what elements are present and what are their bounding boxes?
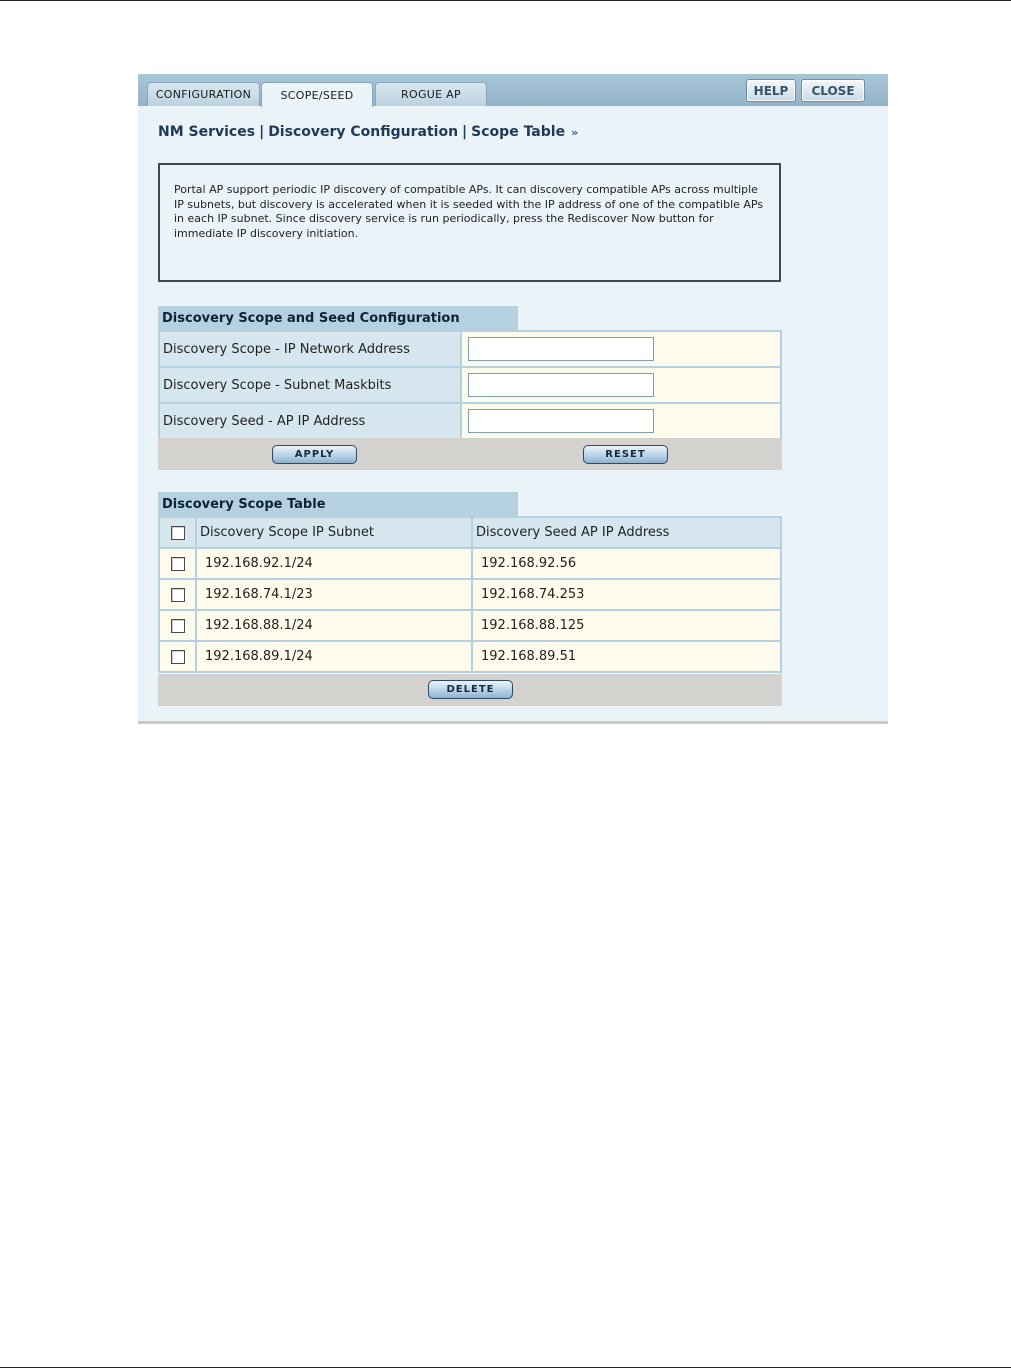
column-header-subnet: Discovery Scope IP Subnet	[197, 518, 473, 547]
row-checkbox[interactable]	[171, 650, 185, 664]
seed-cell: 192.168.89.51	[481, 649, 577, 664]
tab-scope-seed[interactable]: SCOPE/SEED	[261, 82, 373, 107]
tab-bar	[138, 74, 888, 106]
seed-ap-ip-label: Discovery Seed - AP IP Address	[160, 404, 462, 438]
seed-cell: 192.168.74.253	[481, 587, 585, 602]
row-checkbox[interactable]	[171, 619, 185, 633]
tab-configuration[interactable]: CONFIGURATION	[147, 82, 260, 106]
seed-ap-ip-cell	[462, 404, 780, 438]
discovery-scope-table	[158, 516, 782, 673]
apply-button[interactable]: APPLY	[272, 445, 357, 464]
page-bottom-rule	[0, 1367, 1011, 1368]
breadcrumb-nm-services: NM Services	[158, 124, 256, 140]
select-all-cell	[160, 518, 197, 547]
select-all-checkbox[interactable]	[171, 526, 185, 540]
scope-seed-config-title: Discovery Scope and Seed Configuration	[158, 306, 518, 330]
info-description-text: Portal AP support periodic IP discovery of compatible APs. It can discovery compatible APs across multiple IP subnets, but discovery is accelerated when it is seeded with the IP address of one of the compatible APs in each IP subnet. Since discovery service is run periodically, press the Rediscover Now button for immediate IP discovery initiation.	[174, 183, 764, 240]
window-bottom-edge	[138, 721, 888, 724]
table-row	[160, 611, 780, 642]
page-top-rule	[0, 0, 1011, 1]
delete-button[interactable]: DELETE	[428, 680, 513, 699]
subnet-cell: 192.168.74.1/23	[197, 580, 473, 609]
reset-button[interactable]: RESET	[583, 445, 668, 464]
seed-cell: 192.168.88.125	[481, 618, 585, 633]
row-select-cell	[160, 611, 197, 640]
discovery-window	[138, 74, 888, 724]
config-button-bar	[158, 438, 782, 470]
row-checkbox[interactable]	[171, 557, 185, 571]
seed-cell: 192.168.92.56	[481, 556, 577, 571]
table-button-bar	[158, 674, 782, 706]
config-row-network-address	[160, 332, 780, 368]
network-address-label: Discovery Scope - IP Network Address	[160, 332, 462, 366]
breadcrumb-scope-table: Scope Table	[471, 124, 566, 140]
help-button[interactable]: HELP	[746, 79, 796, 102]
table-row	[160, 549, 780, 580]
column-header-seed: Discovery Seed AP IP Address	[476, 525, 670, 540]
config-row-seed-ap-ip	[160, 404, 780, 438]
breadcrumb-separator: |	[462, 124, 468, 140]
row-select-cell	[160, 580, 197, 609]
table-row	[160, 580, 780, 611]
subnet-cell: 192.168.89.1/24	[197, 642, 473, 671]
breadcrumb	[158, 124, 578, 140]
network-address-input[interactable]	[468, 337, 654, 361]
config-row-subnet-maskbits	[160, 368, 780, 404]
scope-table-title: Discovery Scope Table	[158, 492, 518, 516]
row-checkbox[interactable]	[171, 588, 185, 602]
network-address-cell	[462, 332, 780, 366]
breadcrumb-separator: |	[259, 124, 265, 140]
subnet-cell: 192.168.92.1/24	[197, 549, 473, 578]
scope-seed-config-form	[158, 330, 782, 440]
row-select-cell	[160, 549, 197, 578]
tab-rogue-ap[interactable]: ROGUE AP	[375, 82, 487, 106]
subnet-maskbits-cell	[462, 368, 780, 402]
close-button[interactable]: CLOSE	[801, 79, 865, 102]
breadcrumb-discovery-configuration: Discovery Configuration	[268, 124, 459, 140]
subnet-maskbits-label: Discovery Scope - Subnet Maskbits	[160, 368, 462, 402]
subnet-cell: 192.168.88.1/24	[197, 611, 473, 640]
info-description-box	[158, 163, 781, 282]
subnet-maskbits-input[interactable]	[468, 373, 654, 397]
table-row	[160, 642, 780, 671]
table-header-row	[160, 518, 780, 549]
seed-ap-ip-input[interactable]	[468, 409, 654, 433]
row-select-cell	[160, 642, 197, 671]
double-chevron-right-icon: »	[571, 126, 579, 139]
